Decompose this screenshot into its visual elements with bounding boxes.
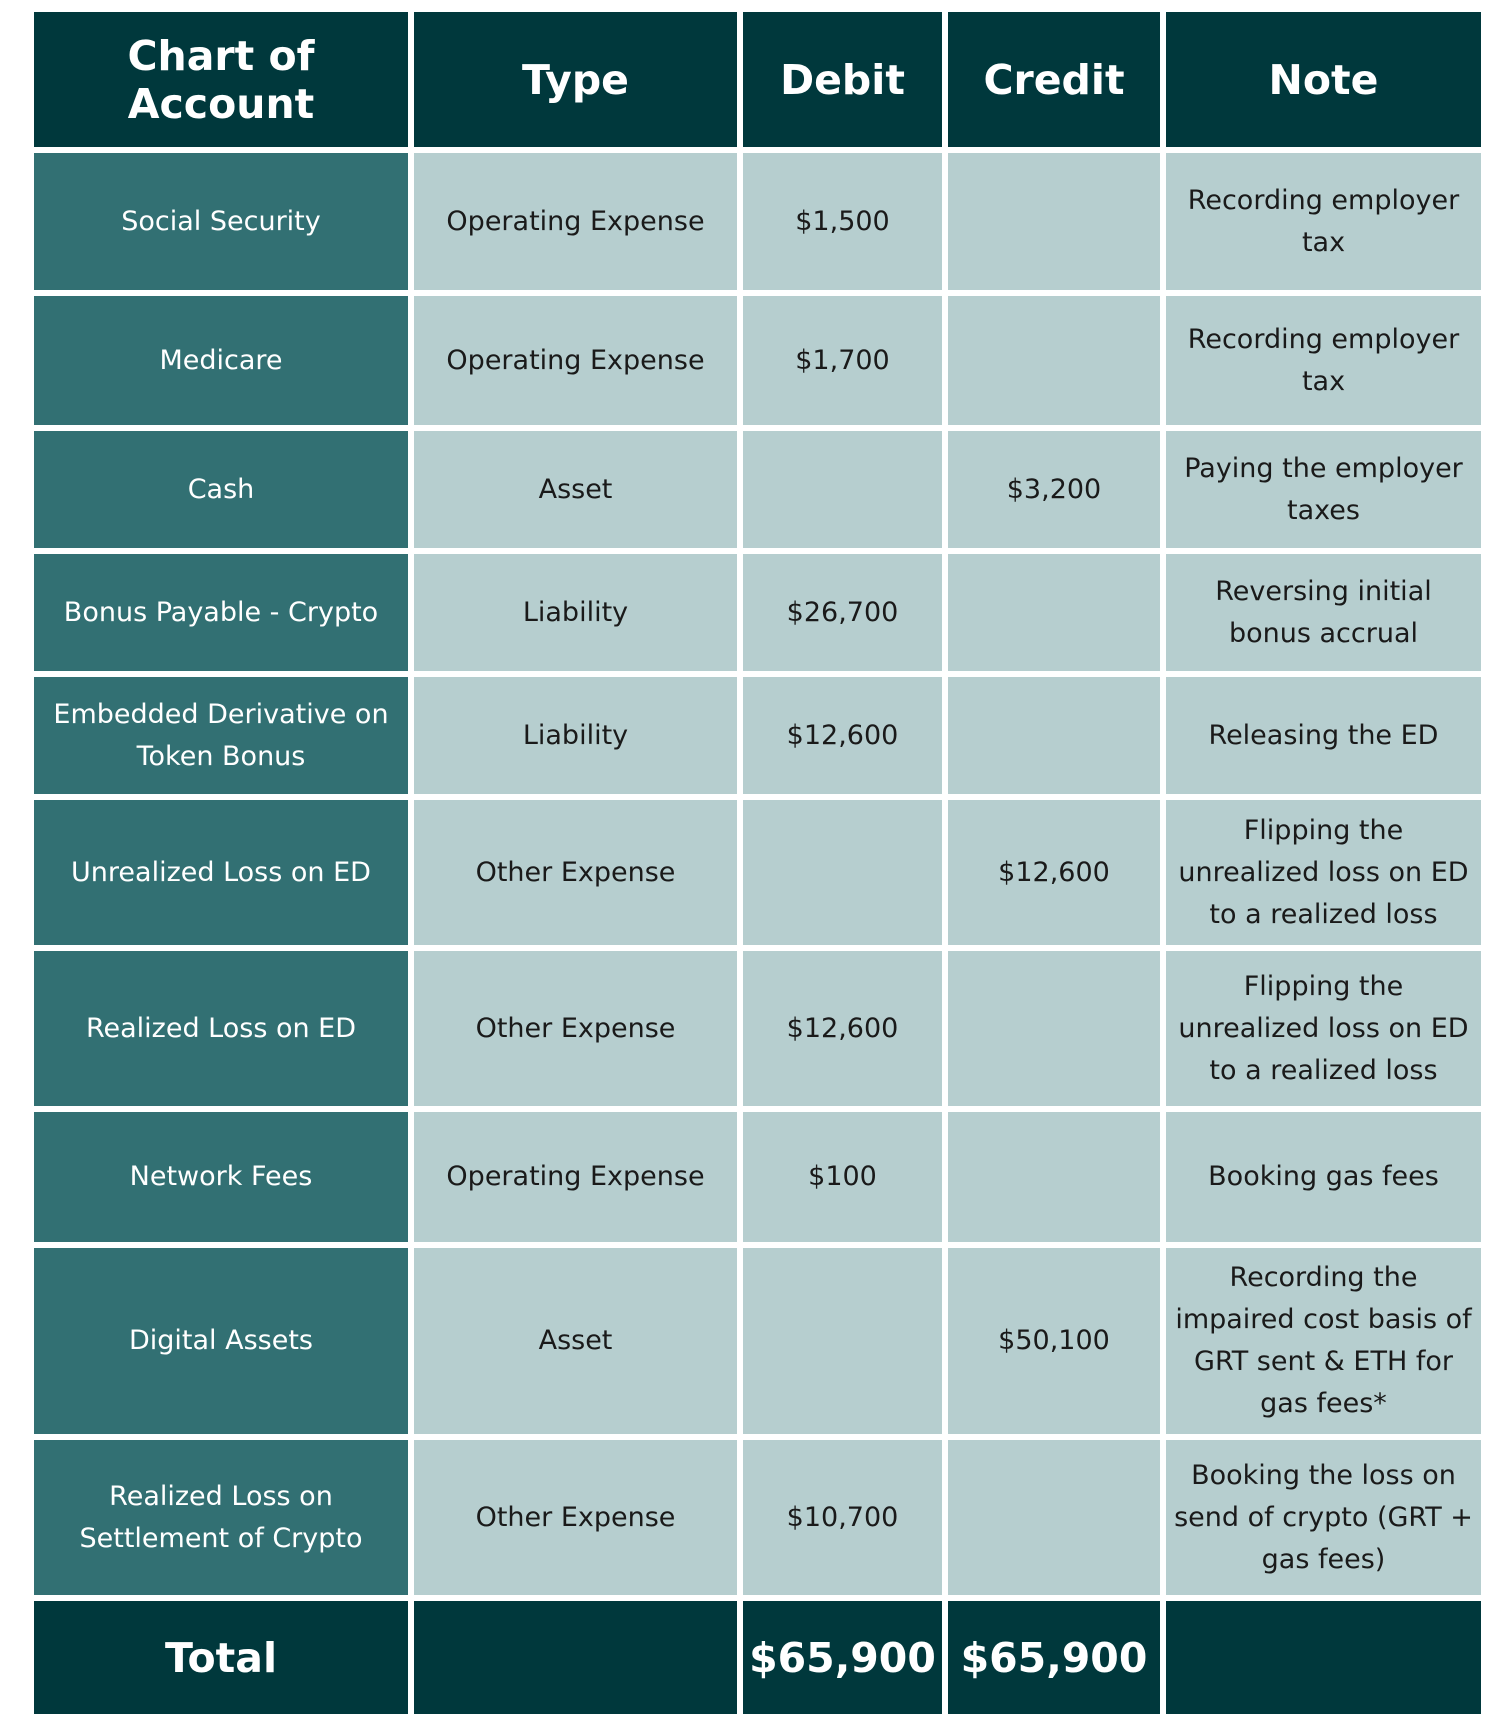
row-note: Recording employer tax xyxy=(1166,153,1481,290)
row-credit: $12,600 xyxy=(948,800,1160,945)
row-credit: $3,200 xyxy=(948,431,1160,548)
row-account: Cash xyxy=(34,431,408,548)
row-note: Booking gas fees xyxy=(1166,1112,1481,1242)
header-chart-of-account: Chart of Account xyxy=(34,12,408,147)
total-note-empty xyxy=(1166,1601,1481,1714)
row-debit: $26,700 xyxy=(743,554,942,671)
row-debit: $10,700 xyxy=(743,1440,942,1595)
row-credit xyxy=(948,951,1160,1106)
row-debit xyxy=(743,800,942,945)
row-debit: $12,600 xyxy=(743,951,942,1106)
row-type: Operating Expense xyxy=(414,1112,737,1242)
row-note: Recording the impaired cost basis of GRT sent & ETH for gas fees* xyxy=(1166,1248,1481,1434)
total-label: Total xyxy=(34,1601,408,1714)
row-note: Reversing initial bonus accrual xyxy=(1166,554,1481,671)
row-account: Social Security xyxy=(34,153,408,290)
row-credit xyxy=(948,296,1160,425)
row-credit xyxy=(948,554,1160,671)
row-note: Recording employer tax xyxy=(1166,296,1481,425)
header-type: Type xyxy=(414,12,737,147)
header-credit: Credit xyxy=(948,12,1160,147)
row-credit xyxy=(948,1440,1160,1595)
row-debit: $1,700 xyxy=(743,296,942,425)
row-account: Unrealized Loss on ED xyxy=(34,800,408,945)
row-type: Liability xyxy=(414,677,737,794)
row-note: Paying the employer taxes xyxy=(1166,431,1481,548)
row-credit xyxy=(948,1112,1160,1242)
row-account: Medicare xyxy=(34,296,408,425)
row-type: Other Expense xyxy=(414,800,737,945)
header-debit: Debit xyxy=(743,12,942,147)
row-type: Asset xyxy=(414,1248,737,1434)
header-note: Note xyxy=(1166,12,1481,147)
journal-entry-table xyxy=(34,12,1485,1714)
row-note: Flipping the unrealized loss on ED to a realized loss xyxy=(1166,951,1481,1106)
total-type-empty xyxy=(414,1601,737,1714)
row-type: Operating Expense xyxy=(414,296,737,425)
row-credit: $50,100 xyxy=(948,1248,1160,1434)
row-note: Flipping the unrealized loss on ED to a realized loss xyxy=(1166,800,1481,945)
row-debit xyxy=(743,431,942,548)
row-credit xyxy=(948,677,1160,794)
row-debit xyxy=(743,1248,942,1434)
row-account: Digital Assets xyxy=(34,1248,408,1434)
row-debit: $1,500 xyxy=(743,153,942,290)
row-type: Other Expense xyxy=(414,1440,737,1595)
row-note: Booking the loss on send of crypto (GRT + gas fees) xyxy=(1166,1440,1481,1595)
row-credit xyxy=(948,153,1160,290)
row-debit: $12,600 xyxy=(743,677,942,794)
row-type: Asset xyxy=(414,431,737,548)
total-credit: $65,900 xyxy=(948,1601,1160,1714)
row-type: Liability xyxy=(414,554,737,671)
row-account: Bonus Payable - Crypto xyxy=(34,554,408,671)
row-account: Realized Loss on ED xyxy=(34,951,408,1106)
row-type: Operating Expense xyxy=(414,153,737,290)
row-account: Embedded Derivative on Token Bonus xyxy=(34,677,408,794)
row-note: Releasing the ED xyxy=(1166,677,1481,794)
row-type: Other Expense xyxy=(414,951,737,1106)
row-account: Network Fees xyxy=(34,1112,408,1242)
row-account: Realized Loss on Settlement of Crypto xyxy=(34,1440,408,1595)
row-debit: $100 xyxy=(743,1112,942,1242)
total-debit: $65,900 xyxy=(743,1601,942,1714)
